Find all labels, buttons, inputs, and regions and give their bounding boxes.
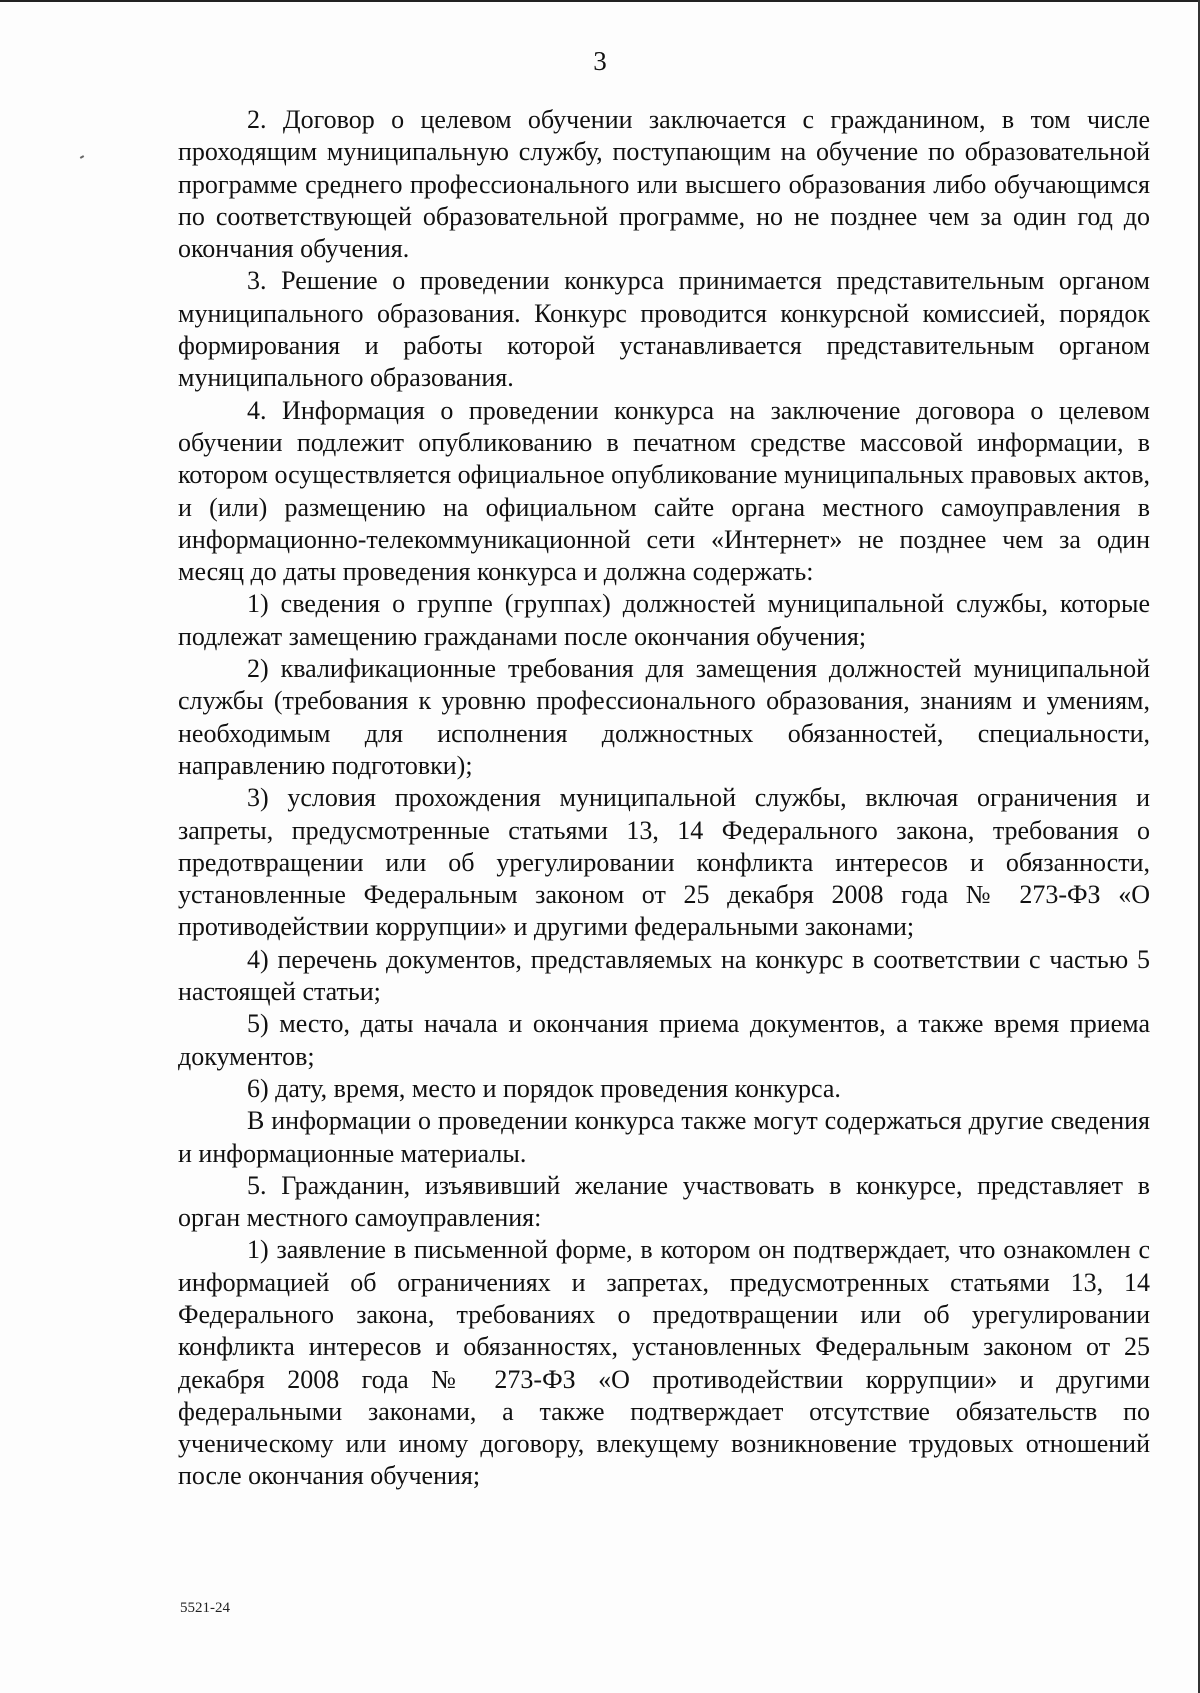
paragraph-item-3: 3) условия прохождения муниципальной службы, включая ограничения и запреты, предусмотренные статьями 13, 14 Федерального закона, требования о предотвращении или об урегулировании конфликта интересов и обязанности, установленные Федеральным законом от 25 декабря 2008 года № 273-ФЗ «О противодействии коррупции» и другими федеральными законами; xyxy=(178,783,1150,942)
paragraph-item-6: 6) дату, время, место и порядок проведения конкурса. xyxy=(247,1073,841,1103)
scan-edge-top xyxy=(0,0,1200,2)
paragraph-item-1: 1) сведения о группе (группах) должностей муниципальной службы, которые подлежат замещению гражданами после окончания обучения; xyxy=(178,589,1150,651)
document-code: 5521-24 xyxy=(180,1600,230,1616)
paragraph-clause-3: 3. Решение о проведении конкурса принимается представительным органом муниципального образования. Конкурс проводится конкурсной комиссией, порядок формирования и работы которой устанавливается представительным органом муниципального образования. xyxy=(178,266,1150,393)
paragraph-clause-5-item-1: 1) заявление в письменной форме, в котором он подтверждает, что ознакомлен с информацией об ограничениях и запретах, предусмотренных статьями 13, 14 Федерального закона, требованиях о предотвращении или об урегулировании конфликта интересов и обязанностях, установленных Федеральным законом от 25 декабря 2008 года № 273-ФЗ «О противодействии коррупции» и другими федеральными законами, а также подтверждает отсутствие обязательств по ученическому или иному договору, влекущему возникновение трудовых отношений после окончания обучения; xyxy=(178,1235,1150,1491)
paragraph-item-4: 4) перечень документов, представляемых на конкурс в соответствии с частью 5 настоящей статьи; xyxy=(178,944,1150,1007)
paragraph-item-5: 5) место, даты начала и окончания приема документов, а также время приема документов; xyxy=(178,1009,1150,1071)
paragraph-item-2: 2) квалификационные требования для замещения должностей муниципальной службы (требования к уровню профессионального образования, знаниям и умениям, необходимым для исполнения должностных обязанностей, специальности, направлению подготовки); xyxy=(178,654,1150,780)
paragraph-clause-2: 2. Договор о целевом обучении заключается с гражданином, в том числе проходящим муниципальную службу, поступающим на обучение по образовательной программе среднего профессионального или высшего образования либо обучающимся по соответствующей образовательной программе, но не позднее чем за один год до окончания обучения. xyxy=(178,105,1150,264)
paragraph-additional-info: В информации о проведении конкурса также могут содержаться другие сведения и информационные материалы. xyxy=(178,1106,1150,1168)
page-number: 3 xyxy=(593,46,607,76)
document-body xyxy=(178,104,1150,1493)
scan-speck xyxy=(80,155,84,159)
paragraph-clause-4: 4. Информация о проведении конкурса на заключение договора о целевом обучении подлежит опубликованию в печатном средстве массовой информации, в котором осуществляется официальное опубликование муниципальных правовых актов, и (или) размещению на официальном сайте органа местного самоуправления в информационно-телекоммуникационной сети «Интернет» не позднее чем за один месяц до даты проведения конкурса и должна содержать: xyxy=(178,395,1150,587)
paragraph-clause-5: 5. Гражданин, изъявивший желание участвовать в конкурсе, представляет в орган местного самоуправления: xyxy=(178,1170,1150,1233)
